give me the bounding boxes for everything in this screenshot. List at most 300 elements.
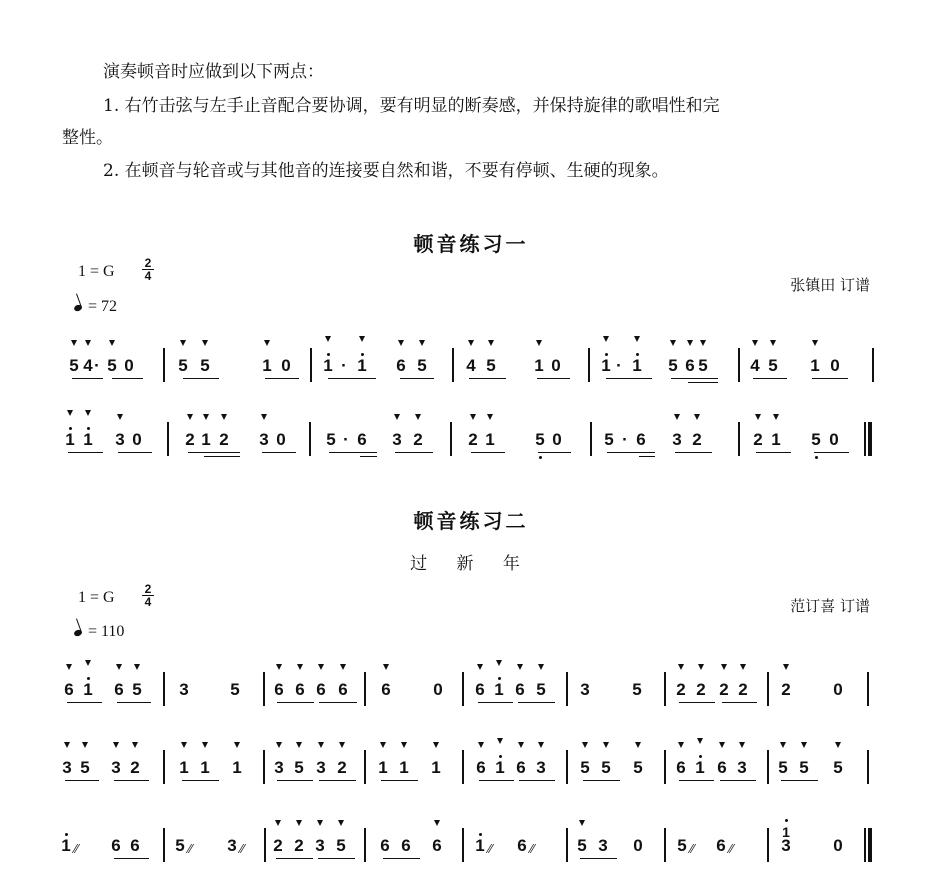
beam-line bbox=[469, 378, 506, 379]
beam-line bbox=[580, 858, 617, 859]
staccato-mark bbox=[297, 664, 303, 670]
staccato-mark bbox=[338, 820, 344, 826]
jianpu-note: 5 bbox=[200, 356, 210, 375]
jianpu-note: 0 bbox=[132, 430, 142, 449]
bar-line bbox=[167, 422, 169, 456]
staccato-mark bbox=[634, 336, 640, 342]
beam-line bbox=[319, 702, 357, 703]
beam-line bbox=[67, 702, 102, 703]
jianpu-note: 0 bbox=[124, 356, 134, 375]
intro-point1: 1. 右竹击弦与左手止音配合要协调，要有明显的断奏感，并保持旋律的歌唱性和完 bbox=[103, 96, 720, 116]
beam-line bbox=[720, 780, 756, 781]
jianpu-note: 1 bbox=[323, 356, 333, 375]
staccato-mark bbox=[113, 742, 119, 748]
beam-line bbox=[471, 452, 505, 453]
beam-line bbox=[319, 780, 356, 781]
staccato-mark bbox=[739, 742, 745, 748]
jianpu-note: 5 bbox=[677, 836, 687, 855]
jianpu-note: 6 bbox=[676, 758, 686, 777]
staccato-mark bbox=[340, 664, 346, 670]
bar-line bbox=[364, 750, 366, 784]
jianpu-note: 5 bbox=[69, 356, 79, 375]
bar-line bbox=[450, 422, 452, 456]
staccato-mark bbox=[401, 742, 407, 748]
bar-line bbox=[263, 750, 265, 784]
bar-line bbox=[163, 672, 165, 706]
jianpu-note: 1 bbox=[494, 680, 504, 699]
staccato-mark bbox=[488, 340, 494, 346]
jianpu-note: 1 bbox=[83, 430, 93, 449]
beam-line bbox=[753, 378, 787, 379]
jianpu-note-stacked: 1 bbox=[782, 824, 790, 840]
beam-line bbox=[112, 378, 143, 379]
beam-line bbox=[781, 780, 818, 781]
jianpu-note: 5 bbox=[799, 758, 809, 777]
bar-line bbox=[364, 672, 366, 706]
bar-line bbox=[462, 828, 464, 862]
staccato-mark bbox=[181, 742, 187, 748]
staccato-mark bbox=[318, 742, 324, 748]
jianpu-note: 5 bbox=[107, 356, 117, 375]
octave-dot-above bbox=[87, 677, 90, 680]
jianpu-note: 3 bbox=[536, 758, 546, 777]
tremolo-mark: ⁄⁄ bbox=[188, 842, 193, 856]
beam-line bbox=[812, 378, 848, 379]
staccato-mark bbox=[296, 742, 302, 748]
staccato-mark bbox=[517, 664, 523, 670]
bar-line bbox=[864, 828, 866, 862]
staccato-mark bbox=[755, 414, 761, 420]
jianpu-note: 5 bbox=[294, 758, 304, 777]
augmentation-dot: · bbox=[94, 356, 100, 375]
exercise2-tempo: = 110 bbox=[74, 623, 124, 641]
jianpu-note: 3 bbox=[580, 680, 590, 699]
staccato-mark bbox=[434, 820, 440, 826]
staccato-mark bbox=[276, 664, 282, 670]
intro-point2: 2. 在顿音与轮音或与其他音的连接要自然和谐，不要有停顿、生硬的现象。 bbox=[103, 161, 669, 181]
jianpu-note: 1 bbox=[534, 356, 544, 375]
beam-line bbox=[65, 780, 99, 781]
score-line bbox=[0, 740, 942, 800]
staccato-mark bbox=[579, 820, 585, 826]
jianpu-note: 3 bbox=[316, 758, 326, 777]
beam-line bbox=[583, 780, 620, 781]
staccato-mark bbox=[783, 664, 789, 670]
jianpu-note: 6 bbox=[401, 836, 411, 855]
intro-lead: 演奏顿音时应做到以下两点： bbox=[103, 62, 324, 82]
beam-line bbox=[72, 378, 103, 379]
jianpu-note: 2 bbox=[219, 430, 229, 449]
bar-line bbox=[767, 672, 769, 706]
staccato-mark bbox=[134, 664, 140, 670]
bar-line bbox=[738, 422, 740, 456]
staccato-mark bbox=[318, 664, 324, 670]
jianpu-note: 5 bbox=[175, 836, 185, 855]
final-bar-line bbox=[868, 422, 872, 456]
bar-line bbox=[872, 348, 874, 382]
staccato-mark bbox=[317, 820, 323, 826]
jianpu-note: 3 bbox=[672, 430, 682, 449]
staccato-mark bbox=[603, 742, 609, 748]
bar-line bbox=[310, 348, 312, 382]
bar-line bbox=[566, 750, 568, 784]
staccato-mark bbox=[85, 660, 91, 666]
jianpu-note: 6 bbox=[295, 680, 305, 699]
bar-line bbox=[462, 672, 464, 706]
quarter-note-icon bbox=[73, 629, 83, 637]
beam-line bbox=[329, 452, 377, 453]
octave-dot-above bbox=[69, 427, 72, 430]
jianpu-note: 0 bbox=[833, 680, 843, 699]
beam-line bbox=[675, 452, 712, 453]
beam-line bbox=[671, 378, 718, 379]
staccato-mark bbox=[380, 742, 386, 748]
jianpu-note: 1 bbox=[200, 758, 210, 777]
bar-line bbox=[588, 348, 590, 382]
jianpu-note: 5 bbox=[668, 356, 678, 375]
staccato-mark bbox=[85, 340, 91, 346]
jianpu-note: 1 bbox=[61, 836, 71, 855]
staccato-mark bbox=[468, 340, 474, 346]
beam-line bbox=[383, 858, 420, 859]
jianpu-note: 6 bbox=[716, 836, 726, 855]
beam-line bbox=[537, 378, 570, 379]
score-line bbox=[0, 662, 942, 722]
beam-line bbox=[381, 780, 418, 781]
score-line bbox=[0, 412, 942, 472]
jianpu-note: 2 bbox=[738, 680, 748, 699]
beam-line bbox=[114, 858, 149, 859]
beam-line-2 bbox=[688, 382, 718, 383]
tremolo-mark: ⁄⁄ bbox=[488, 842, 493, 856]
tremolo-mark: ⁄⁄ bbox=[74, 842, 79, 856]
bar-line bbox=[364, 828, 366, 862]
jianpu-note: 5 bbox=[811, 430, 821, 449]
staccato-mark bbox=[109, 340, 115, 346]
jianpu-note: 5 bbox=[698, 356, 708, 375]
staccato-mark bbox=[478, 742, 484, 748]
jianpu-note: 2 bbox=[781, 680, 791, 699]
staccato-mark bbox=[203, 414, 209, 420]
jianpu-note: 5 bbox=[580, 758, 590, 777]
bar-line bbox=[309, 422, 311, 456]
staccato-mark bbox=[678, 742, 684, 748]
staccato-mark bbox=[477, 664, 483, 670]
staccato-mark bbox=[117, 414, 123, 420]
jianpu-note: 0 bbox=[281, 356, 291, 375]
octave-dot-above bbox=[327, 353, 330, 356]
beam-line bbox=[265, 378, 299, 379]
bar-line bbox=[163, 348, 165, 382]
staccato-mark bbox=[234, 742, 240, 748]
beam-line bbox=[114, 780, 149, 781]
jianpu-note: 2 bbox=[130, 758, 140, 777]
staccato-mark bbox=[518, 742, 524, 748]
bar-line bbox=[664, 828, 666, 862]
staccato-mark bbox=[487, 414, 493, 420]
jianpu-note: 1 bbox=[475, 836, 485, 855]
staccato-mark bbox=[687, 340, 693, 346]
jianpu-note: 2 bbox=[692, 430, 702, 449]
jianpu-note: 3 bbox=[62, 758, 72, 777]
staccato-mark bbox=[700, 340, 706, 346]
bar-line bbox=[864, 422, 866, 456]
staccato-mark bbox=[698, 664, 704, 670]
staccato-mark bbox=[719, 742, 725, 748]
jianpu-note: 3 bbox=[111, 758, 121, 777]
jianpu-note: 1 bbox=[810, 356, 820, 375]
exercise1-key: 1 = G bbox=[78, 263, 115, 280]
octave-dot-above bbox=[785, 819, 788, 822]
beam-line bbox=[276, 858, 313, 859]
jianpu-note: 6 bbox=[380, 836, 390, 855]
jianpu-note: 5 bbox=[486, 356, 496, 375]
staccato-mark bbox=[221, 414, 227, 420]
jianpu-note: 4 bbox=[466, 356, 476, 375]
jianpu-note: 1 bbox=[485, 430, 495, 449]
jianpu-note: 6 bbox=[396, 356, 406, 375]
jianpu-note: 3 bbox=[115, 430, 125, 449]
jianpu-note: 6 bbox=[516, 758, 526, 777]
staccato-mark bbox=[359, 336, 365, 342]
staccato-mark bbox=[670, 340, 676, 346]
jianpu-note: 5 bbox=[178, 356, 188, 375]
augmentation-dot: · bbox=[341, 356, 347, 375]
bar-line bbox=[452, 348, 454, 382]
jianpu-note: 6 bbox=[114, 680, 124, 699]
staccato-mark bbox=[264, 340, 270, 346]
staccato-mark bbox=[740, 664, 746, 670]
staccato-mark bbox=[433, 742, 439, 748]
octave-dot-above bbox=[605, 353, 608, 356]
beam-line bbox=[722, 702, 757, 703]
jianpu-note: 5 bbox=[132, 680, 142, 699]
augmentation-dot: · bbox=[622, 430, 628, 449]
jianpu-note: 6 bbox=[357, 430, 367, 449]
staccato-mark bbox=[82, 742, 88, 748]
jianpu-note: 6 bbox=[432, 836, 442, 855]
exercise1-arranger: 张镇田 订谱 bbox=[790, 276, 870, 294]
staccato-mark bbox=[635, 742, 641, 748]
octave-dot-above bbox=[636, 353, 639, 356]
jianpu-note: 0 bbox=[830, 356, 840, 375]
beam-line bbox=[814, 452, 849, 453]
exercise2-meter: $\frac{2}{4}$ bbox=[142, 583, 154, 608]
jianpu-note: 0 bbox=[833, 836, 843, 855]
beam-line bbox=[679, 780, 714, 781]
jianpu-note: 6 bbox=[338, 680, 348, 699]
staccato-mark bbox=[536, 340, 542, 346]
beam-line bbox=[118, 452, 152, 453]
jianpu-note: 1 bbox=[495, 758, 505, 777]
beam-line bbox=[318, 858, 355, 859]
jianpu-note: 4 bbox=[750, 356, 760, 375]
staccato-mark bbox=[470, 414, 476, 420]
jianpu-note: 5 bbox=[632, 680, 642, 699]
jianpu-note: 0 bbox=[551, 356, 561, 375]
jianpu-note: 3 bbox=[259, 430, 269, 449]
staccato-mark bbox=[694, 414, 700, 420]
staccato-mark bbox=[415, 414, 421, 420]
beam-line bbox=[68, 452, 103, 453]
beam-line bbox=[756, 452, 791, 453]
beam-line bbox=[478, 702, 513, 703]
staccato-mark bbox=[419, 340, 425, 346]
staccato-mark bbox=[697, 738, 703, 744]
staccato-mark bbox=[180, 340, 186, 346]
beam-line-2 bbox=[204, 456, 240, 457]
jianpu-note: 0 bbox=[552, 430, 562, 449]
exercise2-arranger: 范订喜 订谱 bbox=[790, 597, 870, 615]
jianpu-note: 5 bbox=[833, 758, 843, 777]
jianpu-note: 2 bbox=[413, 430, 423, 449]
octave-dot-above bbox=[479, 833, 482, 836]
staccato-mark bbox=[780, 742, 786, 748]
bar-line bbox=[263, 672, 265, 706]
jianpu-note: 5 bbox=[230, 680, 240, 699]
beam-line bbox=[182, 780, 219, 781]
intro-point1-cont: 整性。 bbox=[62, 128, 113, 148]
staccato-mark bbox=[603, 336, 609, 342]
octave-dot-above bbox=[361, 353, 364, 356]
jianpu-note: 6 bbox=[517, 836, 527, 855]
jianpu-note: 5 bbox=[535, 430, 545, 449]
jianpu-note: 1 bbox=[201, 430, 211, 449]
tremolo-mark: ⁄⁄ bbox=[530, 842, 535, 856]
staccato-mark bbox=[773, 414, 779, 420]
jianpu-note: 5 bbox=[604, 430, 614, 449]
staccato-mark bbox=[202, 340, 208, 346]
beam-line bbox=[117, 702, 151, 703]
beam-line bbox=[607, 452, 655, 453]
bar-line bbox=[664, 672, 666, 706]
staccato-mark bbox=[187, 414, 193, 420]
beam-line bbox=[183, 378, 219, 379]
jianpu-note: 1 bbox=[399, 758, 409, 777]
jianpu-note: 1 bbox=[65, 430, 75, 449]
beam-line bbox=[277, 780, 313, 781]
staccato-mark bbox=[296, 820, 302, 826]
exercise1-tempo: = 72 bbox=[74, 298, 117, 316]
bar-line bbox=[867, 750, 869, 784]
jianpu-note: 0 bbox=[433, 680, 443, 699]
jianpu-note: 6 bbox=[274, 680, 284, 699]
staccato-mark bbox=[394, 414, 400, 420]
jianpu-note: 6 bbox=[476, 758, 486, 777]
jianpu-note: 1 bbox=[771, 430, 781, 449]
octave-dot-above bbox=[498, 677, 501, 680]
jianpu-note: 2 bbox=[696, 680, 706, 699]
exercise2-key: 1 = G bbox=[78, 589, 115, 606]
jianpu-note: 2 bbox=[719, 680, 729, 699]
staccato-mark bbox=[116, 664, 122, 670]
staccato-mark bbox=[67, 410, 73, 416]
staccato-mark bbox=[752, 340, 758, 346]
jianpu-note: 5 bbox=[417, 356, 427, 375]
beam-line bbox=[538, 452, 571, 453]
beam-line bbox=[188, 452, 240, 453]
jianpu-note: 5 bbox=[80, 758, 90, 777]
beam-line bbox=[519, 780, 555, 781]
staccato-mark bbox=[496, 660, 502, 666]
staccato-mark bbox=[66, 664, 72, 670]
staccato-mark bbox=[64, 742, 70, 748]
beam-line-2 bbox=[360, 456, 377, 457]
staccato-mark bbox=[275, 820, 281, 826]
staccato-mark bbox=[770, 340, 776, 346]
beam-line bbox=[679, 702, 715, 703]
bar-line bbox=[163, 750, 165, 784]
staccato-mark bbox=[85, 410, 91, 416]
exercise2-subtitle: 过 新 年 bbox=[410, 554, 532, 574]
jianpu-note: 3 bbox=[598, 836, 608, 855]
bar-line bbox=[867, 672, 869, 706]
bar-line bbox=[566, 828, 568, 862]
tremolo-mark: ⁄⁄ bbox=[729, 842, 734, 856]
staccato-mark bbox=[202, 742, 208, 748]
octave-dot-above bbox=[87, 427, 90, 430]
staccato-mark bbox=[674, 414, 680, 420]
jianpu-note: 2 bbox=[468, 430, 478, 449]
beam-line bbox=[400, 378, 434, 379]
jianpu-note: 3 bbox=[392, 430, 402, 449]
bar-line bbox=[664, 750, 666, 784]
tremolo-mark: ⁄⁄ bbox=[240, 842, 245, 856]
jianpu-note: 1 bbox=[179, 758, 189, 777]
jianpu-note: 6 bbox=[475, 680, 485, 699]
score-line bbox=[0, 338, 942, 398]
jianpu-note: 2 bbox=[273, 836, 283, 855]
staccato-mark bbox=[325, 336, 331, 342]
jianpu-note: 5 bbox=[336, 836, 346, 855]
beam-line bbox=[328, 378, 376, 379]
augmentation-dot: · bbox=[616, 356, 622, 375]
staccato-mark bbox=[497, 738, 503, 744]
bar-line bbox=[590, 422, 592, 456]
jianpu-note: 1 bbox=[262, 356, 272, 375]
jianpu-note: 5 bbox=[577, 836, 587, 855]
staccato-mark bbox=[398, 340, 404, 346]
beam-line-2 bbox=[639, 456, 655, 457]
score-line bbox=[0, 818, 942, 878]
exercise1-meter: $\frac{2}{4}$ bbox=[142, 257, 154, 282]
staccato-mark bbox=[339, 742, 345, 748]
bar-line bbox=[163, 828, 165, 862]
beam-line bbox=[395, 452, 433, 453]
beam-line bbox=[479, 780, 514, 781]
jianpu-note: 3 bbox=[227, 836, 237, 855]
jianpu-note: 2 bbox=[753, 430, 763, 449]
jianpu-note: 1 bbox=[431, 758, 441, 777]
staccato-mark bbox=[835, 742, 841, 748]
jianpu-note: 5 bbox=[326, 430, 336, 449]
jianpu-note: 6 bbox=[685, 356, 695, 375]
jianpu-note: 2 bbox=[294, 836, 304, 855]
jianpu-note: 5 bbox=[601, 758, 611, 777]
jianpu-note: 6 bbox=[717, 758, 727, 777]
jianpu-note: 1 bbox=[378, 758, 388, 777]
bar-line bbox=[767, 750, 769, 784]
staccato-mark bbox=[132, 742, 138, 748]
exercise2-title: 顿音练习二 bbox=[413, 509, 529, 533]
staccato-mark bbox=[71, 340, 77, 346]
jianpu-note: 6 bbox=[515, 680, 525, 699]
jianpu-note: 1 bbox=[83, 680, 93, 699]
jianpu-note: 6 bbox=[636, 430, 646, 449]
exercise1-title: 顿音练习一 bbox=[413, 232, 529, 256]
octave-dot-above bbox=[699, 755, 702, 758]
jianpu-note: 4 bbox=[83, 356, 93, 375]
